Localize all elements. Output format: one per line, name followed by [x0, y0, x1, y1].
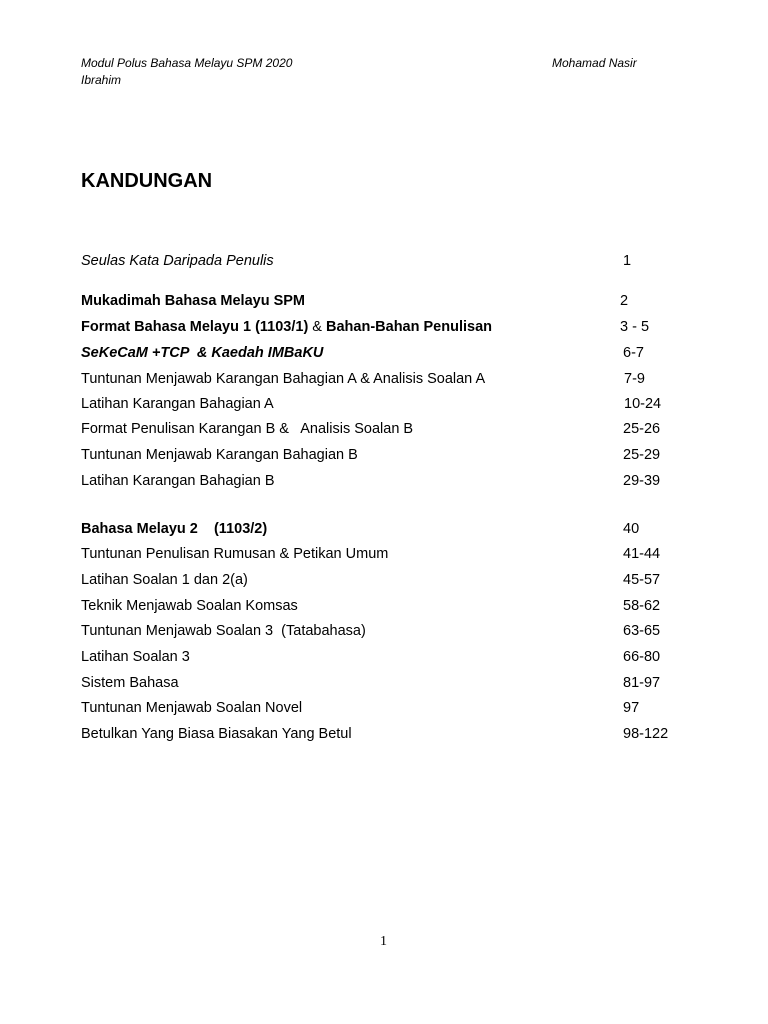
toc-entry-title-part3: Bahan-Bahan Penulisan	[326, 319, 492, 335]
toc-entry-page: 41-44	[623, 546, 661, 562]
toc-entry-page: 97	[623, 700, 640, 716]
toc-entry-page: 7-9	[624, 371, 645, 387]
toc-entry-title: Latihan Karangan Bahagian B	[81, 473, 275, 489]
toc-entry-title: Bahasa Melayu 2 (1103/2)	[81, 521, 268, 537]
toc-entry-title: Sistem Bahasa	[81, 675, 179, 691]
toc-entry-title: Tuntunan Menjawab Soalan 3 (Tatabahasa)	[81, 623, 366, 639]
toc-entry-page: 1	[623, 253, 632, 269]
toc-entry-page: 98-122	[623, 726, 669, 742]
toc-entry-title: Tuntunan Menjawab Karangan Bahagian A & Analisis Soalan A	[81, 371, 486, 387]
toc-entry-page: 29-39	[623, 473, 661, 489]
toc-entry-title: Mukadimah Bahasa Melayu SPM	[81, 293, 306, 309]
toc-entry-page: 25-26	[623, 421, 661, 437]
toc-entry-page: 6-7	[623, 345, 644, 361]
header-title-line1: Modul Polus Bahasa Melayu SPM 2020	[81, 56, 293, 70]
toc-entry-page: 25-29	[623, 447, 661, 463]
toc-entry-page: 45-57	[623, 572, 661, 588]
toc-entry-title	[81, 318, 492, 336]
toc-entry-title: Tuntunan Menjawab Soalan Novel	[81, 700, 303, 716]
page-title: KANDUNGAN	[81, 170, 213, 192]
toc-entry-title: Seulas Kata Daripada Penulis	[81, 253, 274, 269]
toc-entry-title: Tuntunan Menjawab Karangan Bahagian B	[81, 447, 358, 463]
footer-page-number: 1	[380, 934, 387, 949]
toc-entry-page: 3 - 5	[620, 319, 650, 335]
toc-entry-title: Latihan Soalan 3	[81, 649, 190, 665]
toc-entry-page: 63-65	[623, 623, 661, 639]
toc-entry-title: Latihan Soalan 1 dan 2(a)	[81, 572, 248, 588]
toc-entry-page: 10-24	[624, 396, 662, 412]
toc-entry-page: 58-62	[623, 598, 661, 614]
toc-entry-title-part2: &	[308, 319, 327, 335]
toc-entry-title: Latihan Karangan Bahagian A	[81, 396, 274, 412]
toc-entry-title: Betulkan Yang Biasa Biasakan Yang Betul	[81, 726, 352, 742]
toc-entry-page: 66-80	[623, 649, 661, 665]
toc-entry-page: 2	[620, 293, 629, 309]
toc-entry-title: Teknik Menjawab Soalan Komsas	[81, 598, 298, 614]
toc-entry-page: 40	[623, 521, 640, 537]
toc-entry-title: SeKeCaM +TCP & Kaedah IMBaKU	[81, 345, 324, 361]
toc-entry-title-part1: Format Bahasa Melayu 1 (1103/1)	[81, 319, 309, 335]
header-title-line2: Ibrahim	[81, 73, 122, 87]
toc-entry-title: Format Penulisan Karangan B & Analisis Soalan B	[81, 421, 414, 437]
header-author: Mohamad Nasir	[552, 56, 637, 70]
toc-entry-title: Tuntunan Penulisan Rumusan & Petikan Umum	[81, 546, 389, 562]
toc-entry-page: 81-97	[623, 675, 661, 691]
